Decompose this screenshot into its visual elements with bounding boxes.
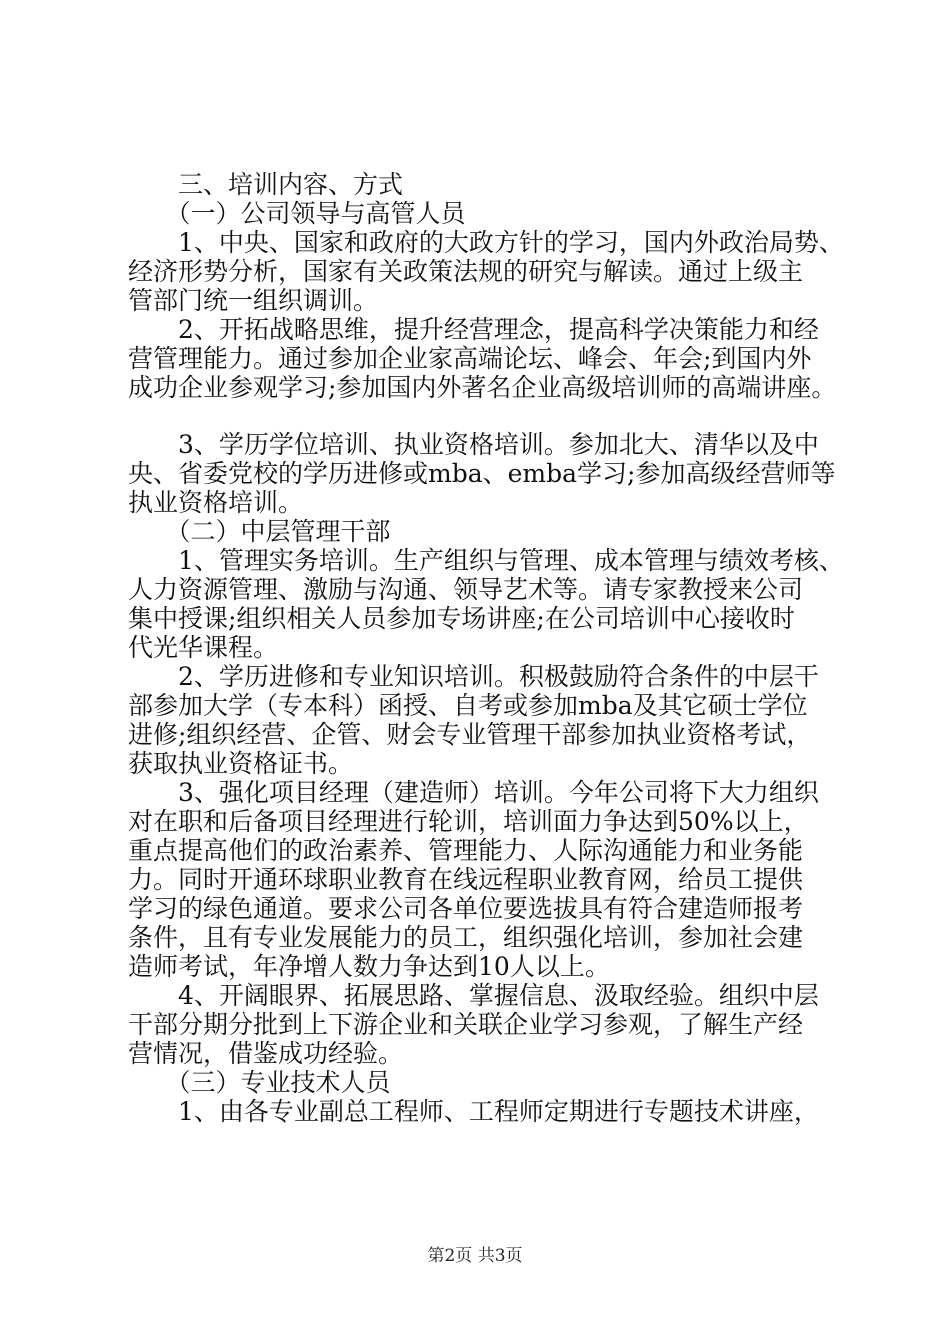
paragraph-gap [128, 402, 858, 430]
paragraph-line: 对在职和后备项目经理进行轮训，培训面力争达到50%以上， [128, 807, 809, 836]
paragraph-line: 1、由各专业副总工程师、工程师定期进行专题技术讲座， [128, 1097, 819, 1126]
paragraph-line: 获取执业资格证书。 [128, 749, 354, 778]
paragraph-line: 部参加大学（专本科）函授、自考或参加mba及其它硕士学位 [128, 691, 808, 720]
subsection-heading: （二）中层管理干部 [128, 517, 391, 546]
subsection-heading: （一）公司领导与高管人员 [128, 199, 466, 228]
paragraph-line: 成功企业参观学习;参加国内外著名企业高级培训师的高端讲座。 [128, 373, 837, 402]
paragraph-line: 代光华课程。 [128, 633, 279, 662]
paragraph-line: 1、中央、国家和政府的大政方针的学习，国内外政治局势、 [128, 228, 844, 257]
paragraph-line: 学习的绿色通道。要求公司各单位要选拔具有符合建造师报考 [128, 894, 804, 923]
paragraph-line: 干部分期分批到上下游企业和关联企业学习参观，了解生产经 [128, 1010, 804, 1039]
paragraph-line: 重点提高他们的政治素养、管理能力、人际沟通能力和业务能 [128, 836, 804, 865]
paragraph-line: 执业资格培训。 [128, 488, 304, 517]
paragraph-line: 集中授课;组织相关人员参加专场讲座;在公司培训中心接收时 [128, 604, 795, 633]
paragraph-line: 条件，且有专业发展能力的员工，组织强化培训，参加社会建 [128, 923, 804, 952]
paragraph-line: 经济形势分析，国家有关政策法规的研究与解读。通过上级主 [128, 257, 804, 286]
section-heading: 三、培训内容、方式 [128, 170, 404, 199]
paragraph-line: 管部门统一组织调训。 [128, 286, 379, 315]
paragraph-line: 力。同时开通环球职业教育在线远程职业教育网，给员工提供 [128, 865, 804, 894]
paragraph-line: 造师考试，年净增人数力争达到10人以上。 [128, 952, 610, 981]
paragraph-line: 人力资源管理、激励与沟通、领导艺术等。请专家教授来公司 [128, 575, 804, 604]
document-body [128, 170, 858, 1126]
paragraph-line: 3、强化项目经理（建造师）培训。今年公司将下大力组织 [128, 778, 819, 807]
subsection-heading: （三）专业技术人员 [128, 1068, 391, 1097]
paragraph-line: 营管理能力。通过参加企业家高端论坛、峰会、年会;到国内外 [128, 344, 812, 373]
paragraph-line: 2、学历进修和专业知识培训。积极鼓励符合条件的中层干 [128, 662, 819, 691]
paragraph-line: 3、学历学位培训、执业资格培训。参加北大、清华以及中 [128, 430, 819, 459]
paragraph-line: 央、省委党校的学历进修或mba、emba学习;参加高级经营师等 [128, 459, 836, 488]
paragraph-line: 进修;组织经营、企管、财会专业管理干部参加执业资格考试， [128, 720, 812, 749]
paragraph-line: 营情况，借鉴成功经验。 [128, 1039, 404, 1068]
paragraph-line: 4、开阔眼界、拓展思路、掌握信息、汲取经验。组织中层 [128, 981, 819, 1010]
paragraph-line: 2、开拓战略思维，提升经营理念，提高科学决策能力和经 [128, 315, 819, 344]
page-number-footer: 第2页 共3页 [427, 1246, 523, 1266]
paragraph-line: 1、管理实务培训。生产组织与管理、成本管理与绩效考核、 [128, 546, 844, 575]
